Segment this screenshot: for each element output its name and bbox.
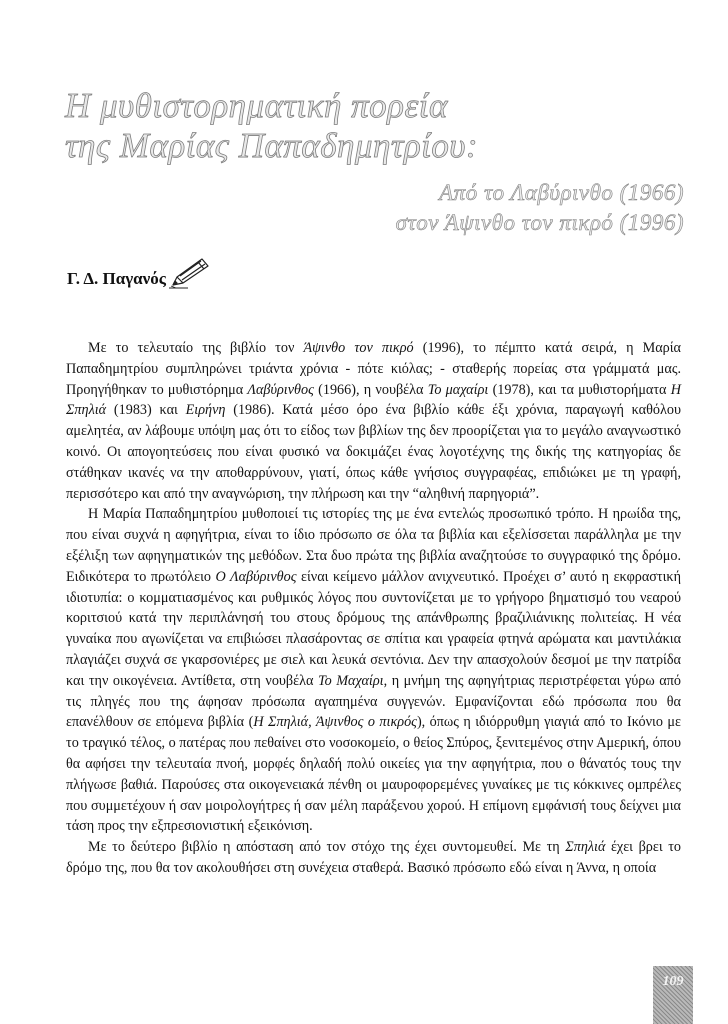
italic-title-run: Το μαχαίρι (427, 381, 489, 398)
italic-title-run: Ειρήνη (185, 402, 226, 419)
article-title (65, 86, 485, 166)
text-run: Με το τελευταίο της βιβλίο τον (88, 340, 304, 356)
text-run: Με το δεύτερο βιβλίο η απόσταση από τον στόχο της έχει συντομευθεί. Με τη (88, 839, 566, 856)
text-run: (1978), και τα μυθιστορήματα (488, 381, 671, 398)
italic-title-run: Λαβύρινθος (247, 381, 314, 398)
italic-title-run: Η Σπηλιά, Άψινθος ο πικρός (253, 714, 417, 731)
body-paragraph (66, 504, 681, 837)
pencil-icon (168, 256, 214, 290)
body-paragraph (66, 338, 681, 504)
text-run: είναι κείμενο μάλλον ανιχνευτικό. Προέχει σ’ αυτό η εκφραστική ιδιοτυπία: ο κομματιασμένος και ρυθμικός λόγος που συντονίζεται με το γρήγορο βηματισμό του νεαρού κοριτσιού κατά την περιπλάνησή του στους δρόμους της απάνθρωπης βραζιλιάνικης πολιτείας. Η νέα γυναίκα που αγωνίζεται να επιβιώσει πλασάροντας σε σπίτια και γραφεία φτηνά αρώματα και μαντιλάκια πλαγιάζει συχνά σε γκαρσονιέρες με σιελ και λευκά σεντόνια. Δεν την απασχολούν δεσμοί με την πατρίδα και την οικογένεια. Αντίθετα, στη νουβέλα (66, 568, 681, 689)
body-paragraph (66, 837, 681, 879)
page-number: 109 (662, 974, 684, 989)
title-line-2: της Μαρίας Παπαδημητρίου: (65, 126, 479, 165)
author-name: Γ. Δ. Παγανός (67, 269, 166, 288)
article-body (66, 338, 681, 879)
text-run: (1986). Κατά μέσο όρο ένα βιβλίο κάθε έξι χρόνια, παραγωγή καθόλου αμελητέα, αν λάβουμε υπόψη μας ότι το είδος των βιβλίων της δεν προορίζεται για το μεγάλο αναγνωστικό κοινό. Οι απογοητεύσεις που είναι φυσικό να δοκιμάζει ένας λογοτέχνης της δικής της κατηγορίας δε στάθηκαν ικανές να την αποθαρρύνουν, γιατί, όπως κάθε γνήσιος συγγραφέας, επιδιώκει με τη γραφή, περισσότερο και από την αναγνώριση, την πλήρωση και την “αληθινή παρηγοριά”. (66, 402, 681, 502)
subtitle-line-2: στον Άψινθο τον πικρό (1996) (395, 210, 684, 235)
italic-title-run: Σπηλιά (565, 839, 606, 856)
italic-title-run: Το Μαχαίρι (317, 672, 384, 689)
text-run: (1996), το πέμπτο κατά σειρά, η Μαρία Παπαδημητρίου συμπληρώνει τριάντα χρόνια - πότε κιόλας; - σταθερής πορείας στα γράμματά μας. Προηγήθηκαν το μυθιστόρημα (66, 340, 681, 398)
italic-title-run: Άψινθο τον πικρό (303, 340, 414, 356)
italic-title-run: Ο Λαβύρινθος (215, 568, 297, 585)
article-subtitle (396, 178, 684, 238)
title-line-1: Η μυθιστορηματική πορεία (65, 86, 448, 125)
text-run: ), όπως η ιδιόρρυθμη γιαγιά από το Ικόνιο με το τραγικό τέλος, ο πατέρας που πεθαίνει στο νοσοκομείο, ο θείος Σπύρος, ξενιτεμένος στην Αμερική, όπου θα αφήσει την τελευταία πνοή, μορφές δηλαδή πολύ οικείες για την αφηγήτρια, που ο θάνατός τους την πλήγωσε βαθιά. Παρούσες στα οικογενειακά πένθη οι μαυροφορεμένες γυναίκες με τις κόκκινες ομπρέλες που συμμετέχουν ή σαν μοιρολογήτρες ή σαν μέλη παράξενου χορού. Η επίμονη εμφάνισή τους δείχνει μια τάση προς την εξπρεσιονιστική εξεικόνιση. (66, 714, 681, 835)
text-run: Η Μαρία Παπαδημητρίου μυθοποιεί τις ιστορίες της με ένα εντελώς προσωπικό τρόπο. Η ηρωίδα της, που είναι συχνά η αφηγήτρια, είναι το ίδιο πρόσωπο σε όλα τα βιβλία και εξελίσσεται παράλληλα με την εξέλιξη των αφηγηματικών της μεθόδων. Στα δυο πρώτα της βιβλία αναζητούσε το συγγραφικό της δρόμο. Ειδικότερα το πρωτόλειο (66, 506, 681, 585)
text-run: (1966), η νουβέλα (313, 381, 428, 398)
text-run: έχει βρει το δρόμο της, που θα τον ακολουθήσει στη συνέχεια σταθερά. Βασικό πρόσωπο εδώ είναι η Άννα, η οποία (66, 839, 682, 876)
italic-title-run: Η Σπηλιά (66, 381, 681, 419)
text-run: (1983) και (106, 402, 186, 419)
subtitle-line-1: Από το Λαβύρινθο (1966) (439, 180, 684, 205)
text-run: , η μνήμη της αφηγήτριας περιστρέφεται γύρω από τις πληγές που της άφησαν πρόσωπα αγαπημένα συγγενών. Εμφανίζονται εδώ πρόσωπα που θα επανέλθουν σε επόμενα βιβλία ( (66, 672, 681, 731)
page-number-badge (653, 966, 693, 1024)
author-byline (67, 256, 214, 290)
